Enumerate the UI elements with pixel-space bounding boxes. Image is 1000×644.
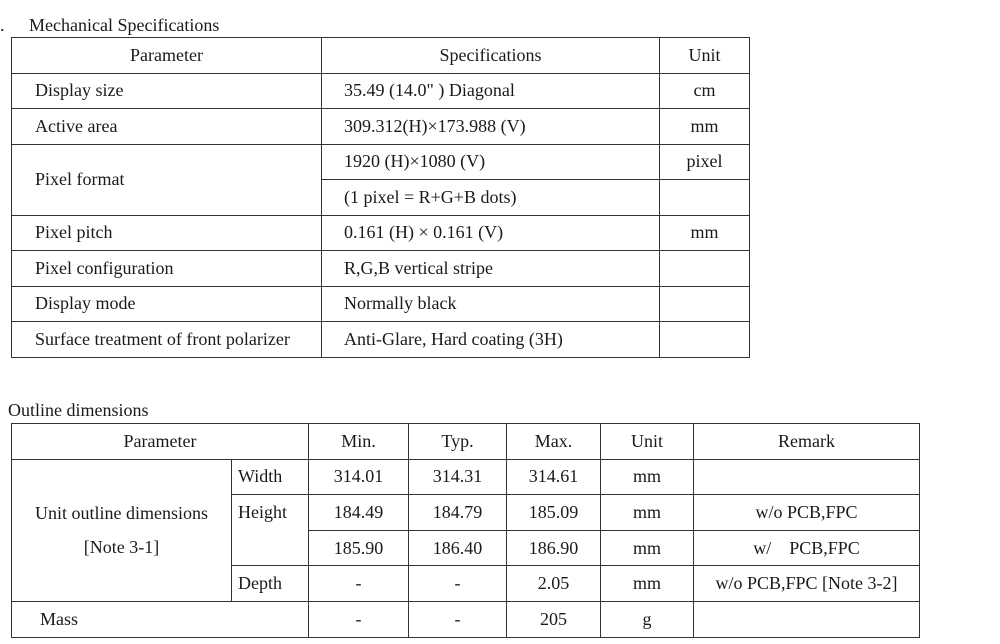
table-row bbox=[12, 215, 750, 251]
table-header-row bbox=[12, 38, 750, 74]
remark-cell: w/o PCB,FPC bbox=[694, 495, 920, 531]
table-row bbox=[12, 251, 750, 287]
section-bullet: . bbox=[0, 15, 5, 35]
min-cell: 314.01 bbox=[309, 459, 409, 495]
typ-cell: - bbox=[409, 601, 507, 637]
sub-parameter-cell: Width bbox=[232, 459, 309, 495]
unit-cell: mm bbox=[601, 459, 694, 495]
table-row bbox=[12, 459, 920, 495]
spec-cell: (1 pixel = R+G+B dots) bbox=[322, 180, 660, 216]
header-remark: Remark bbox=[694, 424, 920, 460]
unit-cell: g bbox=[601, 601, 694, 637]
typ-cell: - bbox=[409, 566, 507, 602]
mechanical-specifications-heading: Mechanical Specifications bbox=[29, 15, 220, 35]
unit-cell bbox=[660, 180, 750, 216]
table-row bbox=[12, 144, 750, 180]
spec-cell: 309.312(H)×173.988 (V) bbox=[322, 109, 660, 145]
remark-cell: w/o PCB,FPC [Note 3-2] bbox=[694, 566, 920, 602]
unit-cell bbox=[660, 322, 750, 358]
table-row bbox=[12, 601, 920, 637]
typ-cell: 184.79 bbox=[409, 495, 507, 531]
parameter-cell: Surface treatment of front polarizer bbox=[12, 322, 322, 358]
unit-cell bbox=[660, 251, 750, 287]
parameter-cell: Display mode bbox=[12, 286, 322, 322]
outline-dimensions-table bbox=[11, 423, 920, 638]
header-unit: Unit bbox=[660, 38, 750, 74]
min-cell: 185.90 bbox=[309, 530, 409, 566]
unit-cell: cm bbox=[660, 73, 750, 109]
outline-dimensions-heading: Outline dimensions bbox=[8, 400, 149, 420]
typ-cell: 314.31 bbox=[409, 459, 507, 495]
remark-cell: w/ PCB,FPC bbox=[694, 530, 920, 566]
max-cell: 185.09 bbox=[507, 495, 601, 531]
group-label: Unit outline dimensions bbox=[35, 503, 208, 524]
mass-label-cell: Mass bbox=[12, 601, 309, 637]
spec-cell: 0.161 (H) × 0.161 (V) bbox=[322, 215, 660, 251]
header-specifications: Specifications bbox=[322, 38, 660, 74]
table-row bbox=[12, 109, 750, 145]
header-min: Min. bbox=[309, 424, 409, 460]
remark-cell bbox=[694, 601, 920, 637]
unit-cell: mm bbox=[660, 215, 750, 251]
mechanical-specifications-table bbox=[11, 37, 750, 358]
unit-cell: mm bbox=[601, 566, 694, 602]
spec-cell: Normally black bbox=[322, 286, 660, 322]
min-cell: - bbox=[309, 601, 409, 637]
header-parameter: Parameter bbox=[12, 38, 322, 74]
remark-cell bbox=[694, 459, 920, 495]
parameter-cell: Pixel pitch bbox=[12, 215, 322, 251]
spec-cell: R,G,B vertical stripe bbox=[322, 251, 660, 287]
min-cell: - bbox=[309, 566, 409, 602]
unit-cell bbox=[660, 286, 750, 322]
spec-cell: Anti-Glare, Hard coating (3H) bbox=[322, 322, 660, 358]
header-typ: Typ. bbox=[409, 424, 507, 460]
header-unit: Unit bbox=[601, 424, 694, 460]
spec-cell: 35.49 (14.0" ) Diagonal bbox=[322, 73, 660, 109]
parameter-cell: Pixel configuration bbox=[12, 251, 322, 287]
parameter-cell: Pixel format bbox=[12, 144, 322, 215]
unit-cell: pixel bbox=[660, 144, 750, 180]
table-row bbox=[12, 322, 750, 358]
group-note: [Note 3-1] bbox=[83, 537, 160, 558]
max-cell: 314.61 bbox=[507, 459, 601, 495]
sub-parameter-cell: Depth bbox=[232, 566, 309, 602]
max-cell: 2.05 bbox=[507, 566, 601, 602]
unit-cell: mm bbox=[660, 109, 750, 145]
max-cell: 205 bbox=[507, 601, 601, 637]
sub-parameter-cell: Height bbox=[232, 495, 309, 566]
header-parameter: Parameter bbox=[12, 424, 309, 460]
max-cell: 186.90 bbox=[507, 530, 601, 566]
typ-cell: 186.40 bbox=[409, 530, 507, 566]
table-header-row bbox=[12, 424, 920, 460]
table-row bbox=[12, 73, 750, 109]
parameter-cell: Active area bbox=[12, 109, 322, 145]
parameter-cell: Display size bbox=[12, 73, 322, 109]
header-max: Max. bbox=[507, 424, 601, 460]
table-row bbox=[12, 286, 750, 322]
min-cell: 184.49 bbox=[309, 495, 409, 531]
unit-outline-dimensions-cell bbox=[12, 459, 232, 601]
unit-cell: mm bbox=[601, 495, 694, 531]
spec-cell: 1920 (H)×1080 (V) bbox=[322, 144, 660, 180]
unit-cell: mm bbox=[601, 530, 694, 566]
